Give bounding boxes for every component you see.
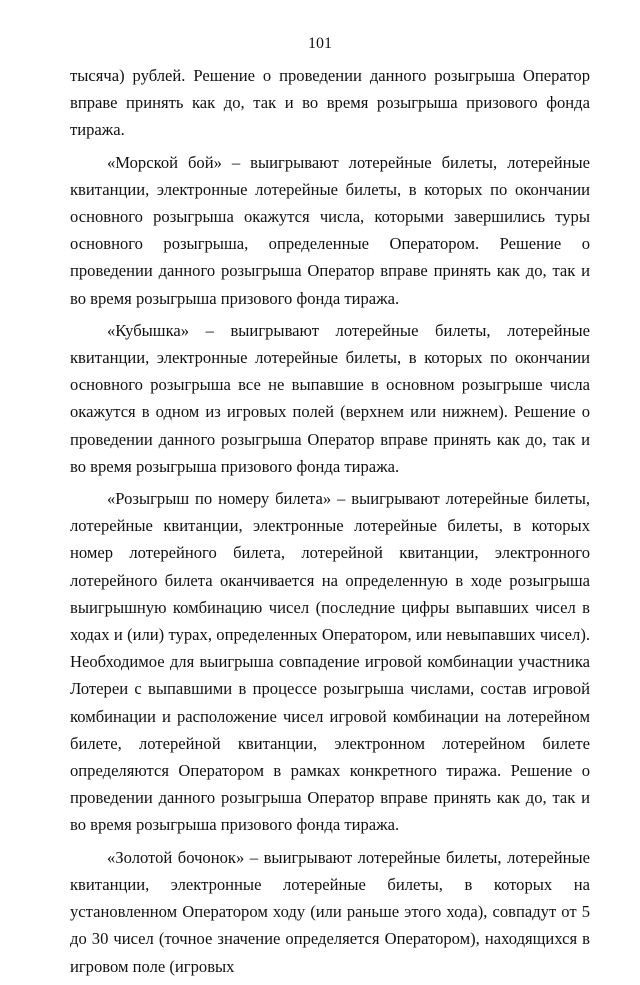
document-body (70, 62, 590, 985)
paragraph-zolotoy-bochonok: «Золотой бочонок» – выигрывают лотерейные билеты, лотерейные квитанции, электронные лотерейные билеты, в которых на установленном Оператором ходу (или раньше этого хода), совпадут от 5 до 30 чисел (точное значение определяется Оператором), находящихся в игровом поле (игровых (70, 847, 590, 976)
paragraph-morskoy-boy: «Морской бой» – выигрывают лотерейные билеты, лотерейные квитанции, электронные лотерейные билеты, в которых по окончании основного розыгрыша окажутся числа, которыми завершились туры основного розыгрыша, определенные Оператором. Решение о проведении данного розыгрыша Оператор вправе принять как до, так и во время розыгрыша призового фонда тиража. (70, 152, 590, 308)
paragraph-continuation: тысяча) рублей. Решение о проведении данного розыгрыша Оператор вправе принять как до, так и во время розыгрыша призового фонда тиража. (70, 66, 590, 140)
paragraph-kubyshka: «Кубышка» – выигрывают лотерейные билеты, лотерейные квитанции, электронные лотерейные билеты, в которых по окончании основного розыгрыша все не выпавшие в основном розыгрыше числа окажутся в одном из игровых полей (верхнем или нижнем). Решение о проведении данного розыгрыша Оператор вправе принять как до, так и во время розыгрыша призового фонда тиража. (70, 320, 590, 476)
paragraph-rozygrysh-po-nomeru: «Розыгрыш по номеру билета» – выигрывают лотерейные билеты, лотерейные квитанции, электронные лотерейные билеты, в которых номер лотерейного билета, лотерейной квитанции, электронного лотерейного билета оканчивается на определенную в ходе розыгрыша выигрышную комбинацию чисел (последние цифры выпавших чисел в ходах и (или) турах, определенных Оператором, или невыпавших чисел). Необходимое для выигрыша совпадение игровой комбинации участника Лотереи с выпавшими в процессе розыгрыша числами, состав игровой комбинации и расположение чисел игровой комбинации на лотерейном билете, лотерейной квитанции, электронном лотерейном билете определяются Оператором в рамках конкретного тиража. Решение о проведении данного розыгрыша Оператор вправе принять как до, так и во время розыгрыша призового фонда тиража. (70, 489, 590, 835)
page-number: 101 (308, 35, 332, 52)
